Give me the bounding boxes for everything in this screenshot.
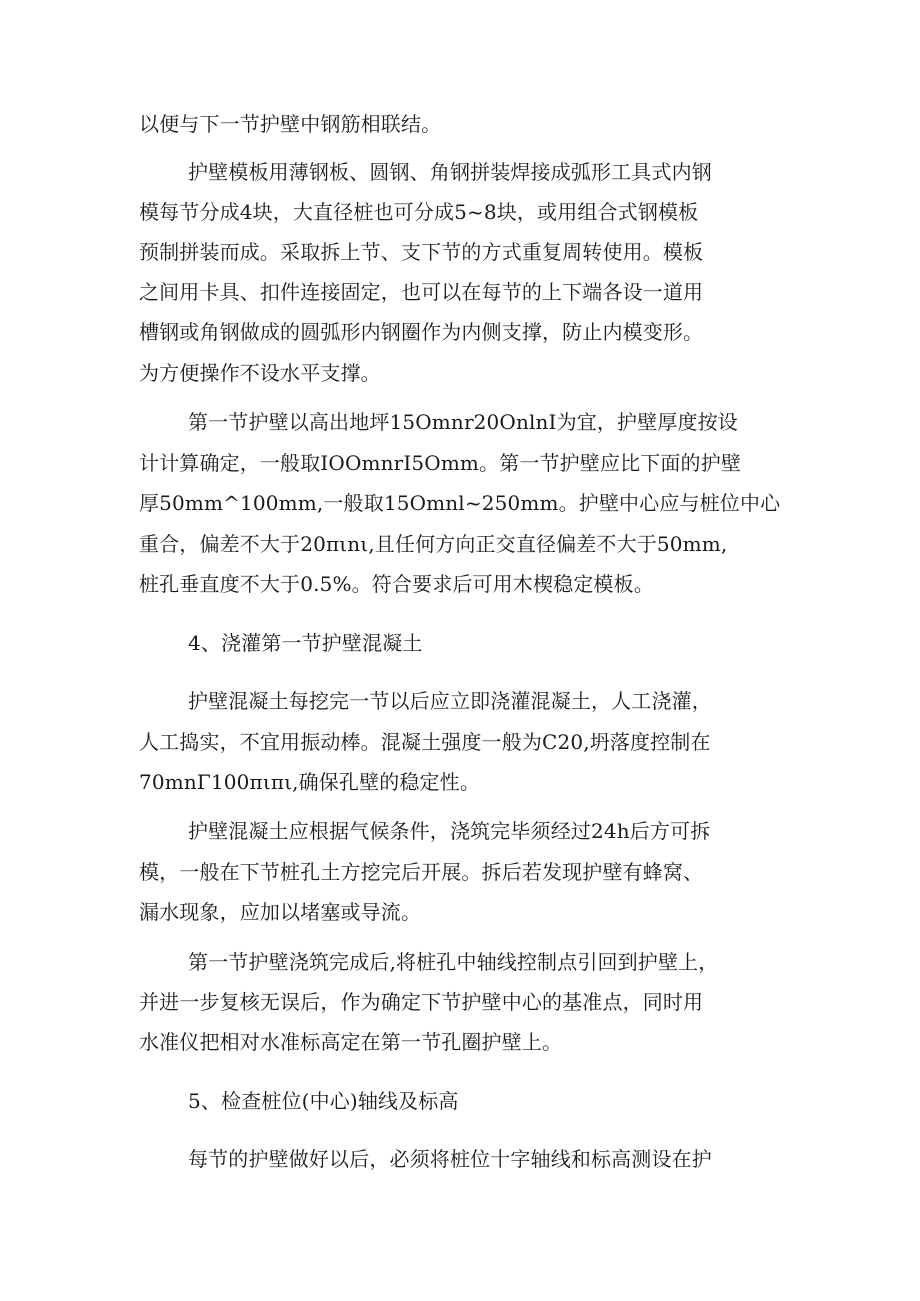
section-heading: 4、浇灌第一节护壁混凝土 [188, 631, 423, 655]
text-line: 人工捣实，不宜用振动棒。混凝土强度一般为C20,坍落度控制在 [139, 730, 711, 754]
text-line: 桩孔垂直度不大于0.5%。符合要求后可用木楔稳定模板。 [139, 572, 654, 596]
text-line: 槽钢或角钢做成的圆弧形内钢圈作为内侧支撑，防止内模变形。 [139, 320, 704, 344]
text-line: 为方便操作不设水平支撑。 [139, 361, 381, 385]
text-line: 护壁混凝土应根据气候条件，浇筑完毕须经过24h后方可拆 [188, 819, 711, 843]
text-line: 第一节护壁浇筑完成后,将桩孔中轴线控制点引回到护壁上， [188, 950, 719, 974]
section-heading: 5、检查桩位(中心)轴线及标高 [188, 1089, 459, 1113]
text-line: 模，一般在下节桩孔土方挖完后开展。拆后若发现护壁有蜂窝、 [139, 860, 704, 884]
text-line: 预制拼装而成。采取拆上节、支下节的方式重复周转使用。模板 [139, 240, 704, 264]
text-line: 并进一步复核无误后，作为确定下节护壁中心的基准点，同时用 [139, 990, 704, 1014]
text-line: 模每节分成4块，大直径桩也可分成5~8块，或用组合式钢模板 [139, 200, 699, 224]
text-line: 重合，偏差不大于20πιnι,且任何方向正交直径偏差不大于50mm, [139, 532, 728, 556]
text-line: 每节的护壁做好以后，必须将桩位十字轴线和标高测设在护 [188, 1147, 712, 1171]
text-line: 水准仪把相对水准标高定在第一节孔圈护壁上。 [139, 1030, 563, 1054]
text-line: 以便与下一节护壁中钢筋相联结。 [139, 112, 442, 136]
text-line: 第一节护壁以高出地坪15Omnr20OnlnI为宜，护壁厚度按设 [188, 410, 738, 434]
text-line: 厚50mm^100mm,一般取15Omnl~250mm。护壁中心应与桩位中心 [139, 491, 781, 515]
text-line: 护壁混凝土每挖完一节以后应立即浇灌混凝土，人工浇灌， [188, 689, 712, 713]
text-line: 70mnΓ100πιπι,确保孔壁的稳定性。 [139, 770, 480, 794]
text-line: 漏水现象，应加以堵塞或导流。 [139, 900, 422, 924]
text-line: 护壁模板用薄钢板、圆钢、角钢拼装焊接成弧形工具式内钢 [188, 160, 712, 184]
text-line: 计计算确定，一般取IOOmnrI5Omm。第一节护壁应比下面的护壁 [139, 451, 742, 475]
text-line: 之间用卡具、扣件连接固定，也可以在每节的上下端各设一道用 [139, 280, 704, 304]
